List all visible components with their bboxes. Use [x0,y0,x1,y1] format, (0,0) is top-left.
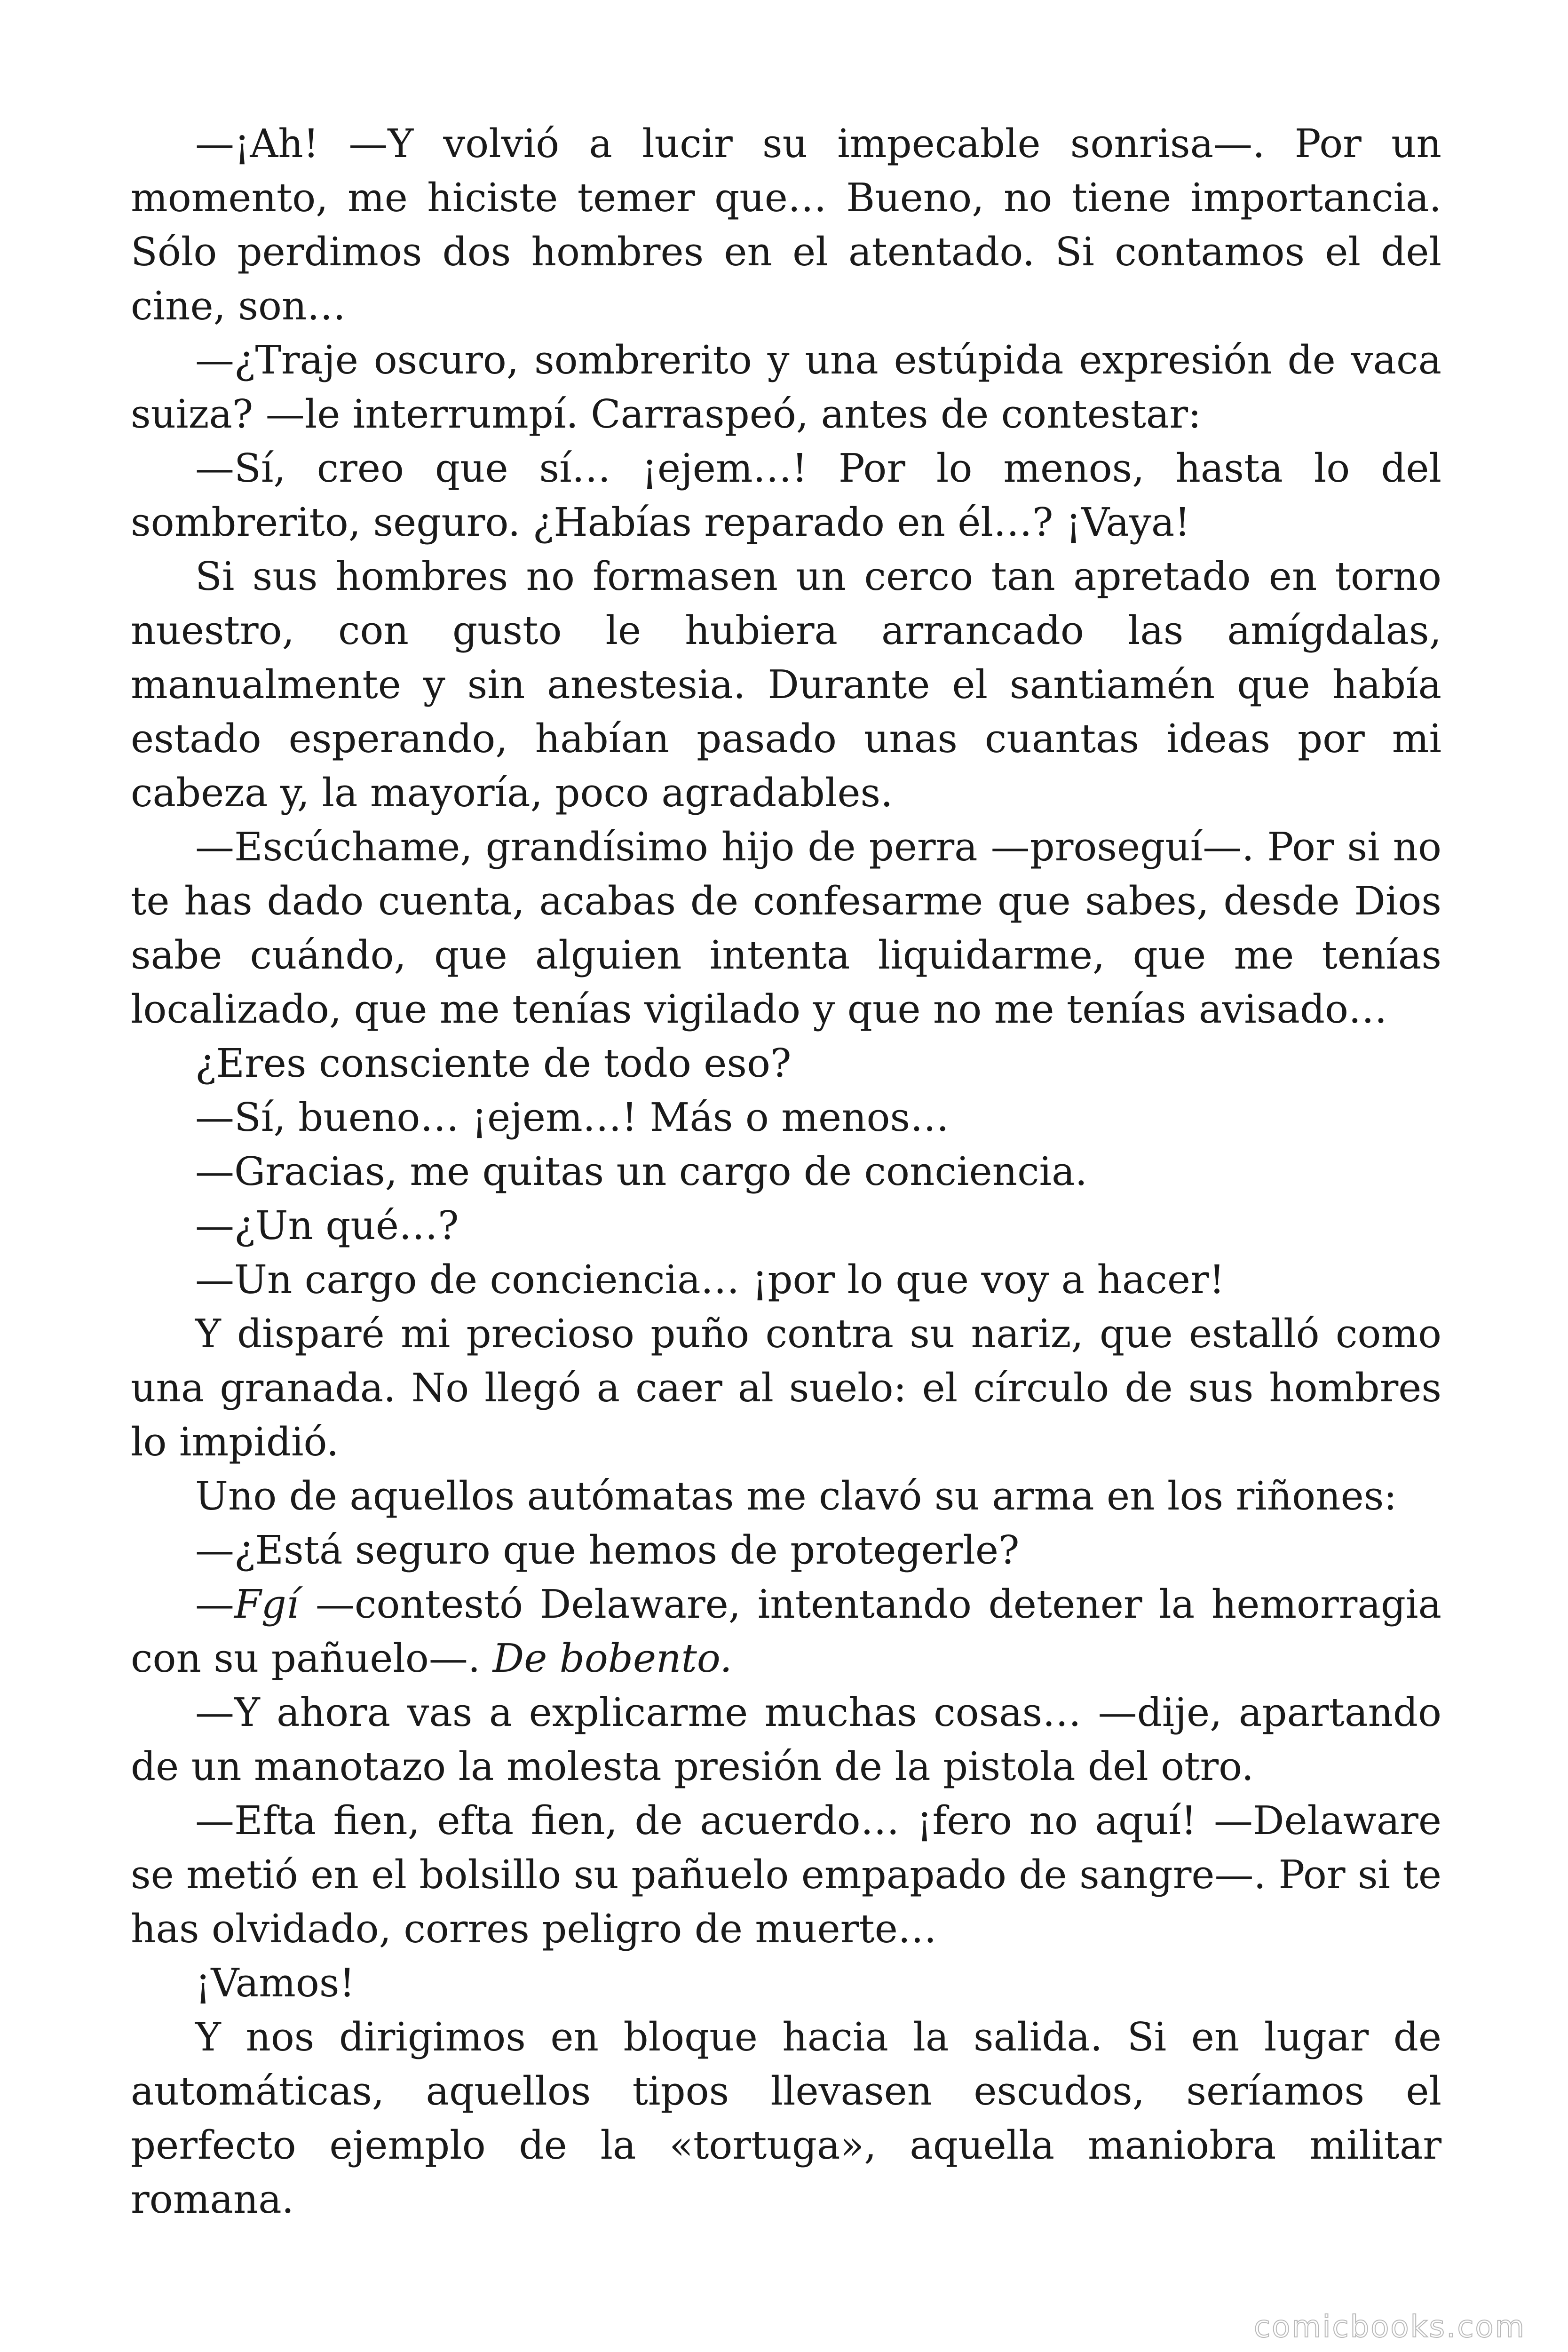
body-text [131,117,1441,2226]
p14-dash: — [195,1581,234,1627]
paragraph-10: —Un cargo de conciencia… ¡por lo que voy a hacer! [195,1257,1225,1303]
paragraph-13: —¿Está seguro que hemos de protegerle? [195,1527,1020,1573]
p14-italic-fgi: Fgí [234,1581,299,1627]
paragraph-14 [131,1577,1441,1685]
paragraph-9: —¿Un qué…? [195,1203,459,1248]
paragraph-12: Uno de aquellos autómatas me clavó su arma en los riñones: [195,1473,1397,1519]
paragraph-6: ¿Eres consciente de todo eso? [195,1041,792,1086]
watermark: comicbooks.com [1253,2310,1526,2344]
paragraph-11: Y disparé mi precioso puño contra su nariz, que estalló como una granada. No llegó a caer al suelo: el círculo de sus hombres lo impidió. [131,1311,1441,1465]
paragraph-17: ¡Vamos! [195,1960,355,2006]
paragraph-3: —Sí, creo que sí… ¡ejem…! Por lo menos, hasta lo del sombrerito, seguro. ¿Habías reparado en él…? ¡Vaya! [131,445,1441,545]
p14-middle: —contestó Delaware, intentando detener la hemorragia con su pañuelo—. [131,1581,1441,1681]
p14-italic-de-bobento: De bobento. [492,1636,732,1681]
paragraph-18: Y nos dirigimos en bloque hacia la salida. Si en lugar de automáticas, aquellos tipos llevasen escudos, seríamos el perfecto ejemplo de la «tortuga», aquella maniobra militar romana. [131,2014,1441,2222]
paragraph-2: —¿Traje oscuro, sombrerito y una estúpida expresión de vaca suiza? —le interrumpí. Carraspeó, antes de contestar: [131,337,1441,437]
paragraph-8: —Gracias, me quitas un cargo de conciencia. [195,1149,1087,1194]
paragraph-7: —Sí, bueno… ¡ejem…! Más o menos… [195,1095,950,1140]
paragraph-15: —Y ahora vas a explicarme muchas cosas… —dije, apartando de un manotazo la molesta presión de la pistola del otro. [131,1690,1441,1789]
paragraph-16: —Efta fien, efta fien, de acuerdo… ¡fero no aquí! —Delaware se metió en el bolsillo su pañuelo empapado de sangre—. Por si te has olvidado, corres peligro de muerte… [131,1798,1441,1952]
paragraph-4: Si sus hombres no formasen un cerco tan apretado en torno nuestro, con gusto le hubiera arrancado las amígdalas, manualmente y sin anestesia. Durante el santiamén que había estado esperando, habían pasado unas cuantas ideas por mi cabeza y, la mayoría, poco agradables. [131,554,1441,816]
paragraph-5: —Escúchame, grandísimo hijo de perra —proseguí—. Por si no te has dado cuenta, acabas de confesarme que sabes, desde Dios sabe cuándo, que alguien intenta liquidarme, que me tenías localizado, que me tenías vigilado y que no me tenías avisado… [131,824,1441,1032]
paragraph-1: —¡Ah! —Y volvió a lucir su impecable sonrisa—. Por un momento, me hiciste temer que… Bueno, no tiene importancia. Sólo perdimos dos hombres en el atentado. Si contamos el del cine, son… [131,121,1441,329]
